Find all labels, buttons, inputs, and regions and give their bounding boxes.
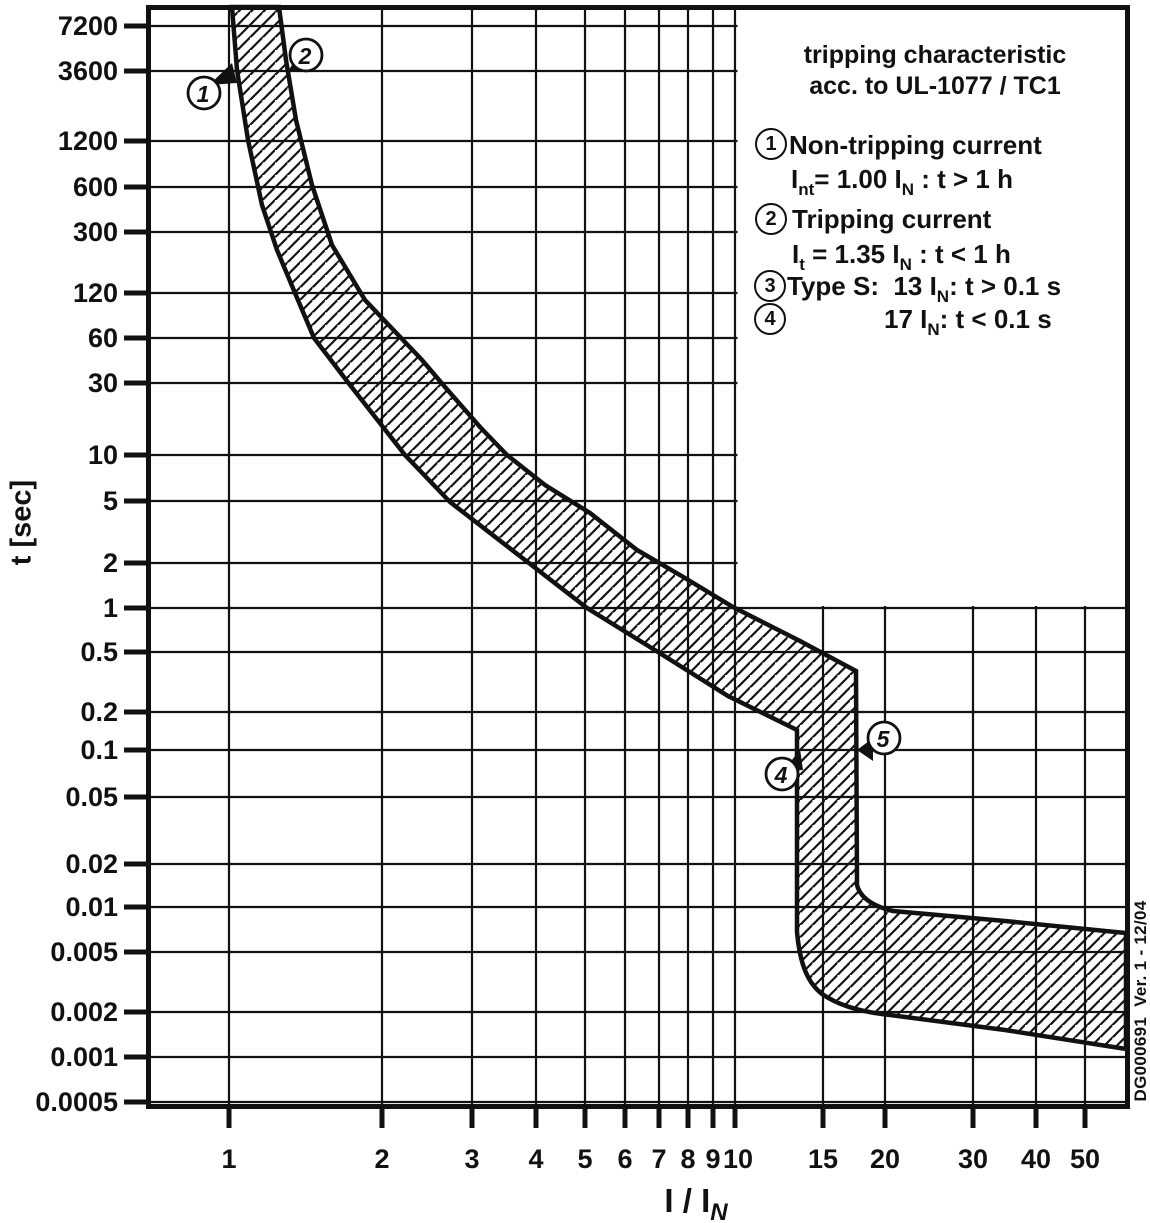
x-axis-tick-labels xyxy=(221,1144,1100,1174)
x-tick-label: 4 xyxy=(528,1144,544,1174)
x-axis-tick-marks xyxy=(229,1108,1085,1128)
y-tick-label: 30 xyxy=(87,368,118,398)
legend-item-2-number xyxy=(755,203,787,235)
formula-base: 17 I xyxy=(884,304,928,334)
x-tick-label: 6 xyxy=(617,1144,633,1174)
legend-item-4-digit: 4 xyxy=(764,307,776,330)
x-tick-label: 9 xyxy=(705,1144,721,1174)
y-tick-label: 0.0005 xyxy=(35,1087,118,1117)
legend-item-3-number xyxy=(754,270,786,302)
y-tick-label: 3600 xyxy=(57,56,118,86)
y-tick-label: 1 xyxy=(102,593,118,623)
formula-mid: = 1.00 I xyxy=(814,164,902,194)
x-axis-title-subscript: N xyxy=(710,1199,728,1223)
legend-item-2-digit: 2 xyxy=(765,207,777,230)
y-tick-label: 0.02 xyxy=(65,849,118,879)
formula-base: Type S: 13 I xyxy=(787,271,937,301)
y-tick-label: 600 xyxy=(72,172,118,202)
formula-subscript: N xyxy=(901,180,915,199)
y-tick-label: 0.002 xyxy=(50,997,118,1027)
marker-4-digit: 4 xyxy=(774,762,788,788)
x-tick-label: 10 xyxy=(722,1144,754,1174)
chart-note-title xyxy=(752,40,1118,102)
x-axis-title-base: I / I xyxy=(664,1182,711,1219)
legend-item-3-text xyxy=(787,271,1061,307)
y-tick-label: 5 xyxy=(102,486,118,516)
legend-item-1-number xyxy=(755,128,787,160)
y-tick-label: 1200 xyxy=(57,126,118,156)
formula-end: : t > 0.1 s xyxy=(949,271,1062,301)
formula-base: I xyxy=(792,239,800,269)
x-tick-label: 40 xyxy=(1020,1144,1052,1174)
y-axis-tick-marks xyxy=(124,26,146,1102)
formula-subscript: N xyxy=(936,287,950,306)
chart-note-title-line2: acc. to UL-1077 / TC1 xyxy=(809,72,1061,100)
legend-item-4-text xyxy=(884,304,1052,340)
x-tick-label: 8 xyxy=(680,1144,696,1174)
formula-mid: = 1.35 I xyxy=(804,239,900,269)
legend-item-4-number xyxy=(754,303,786,335)
legend-item-1-formula xyxy=(791,164,1013,200)
formula-end: : t < 0.1 s xyxy=(939,304,1052,334)
x-tick-label: 7 xyxy=(651,1144,667,1174)
y-tick-label: 10 xyxy=(87,440,118,470)
y-tick-label: 0.005 xyxy=(50,937,118,967)
y-tick-label: 120 xyxy=(72,278,118,308)
legend-item-1-digit: 1 xyxy=(765,132,777,155)
legend-item-3-digit: 3 xyxy=(764,274,776,297)
marker-5-digit: 5 xyxy=(876,726,890,752)
document-number-note: DG000691 Ver. 1 - 12/04 xyxy=(1131,900,1150,1102)
y-tick-label: 7200 xyxy=(57,11,118,41)
legend-item-2-formula xyxy=(792,239,1011,275)
x-tick-label: 1 xyxy=(221,1144,237,1174)
y-tick-label: 0.1 xyxy=(80,735,118,765)
formula-subscript: t xyxy=(799,255,805,274)
formula-end: : t > 1 h xyxy=(914,164,1013,194)
x-tick-label: 2 xyxy=(374,1144,390,1174)
x-tick-label: 30 xyxy=(957,1144,989,1174)
y-axis-title: t [sec] xyxy=(5,479,38,566)
x-tick-label: 15 xyxy=(807,1144,839,1174)
formula-end: : t < 1 h xyxy=(911,239,1011,269)
y-tick-label: 0.2 xyxy=(80,697,118,727)
formula-base: I xyxy=(791,164,799,194)
x-axis-title xyxy=(626,1182,766,1223)
y-tick-label: 300 xyxy=(72,217,118,247)
x-tick-label: 5 xyxy=(577,1144,593,1174)
formula-subscript: N xyxy=(927,320,940,339)
marker-2-digit: 2 xyxy=(298,43,312,69)
y-tick-label: 2 xyxy=(102,548,118,578)
legend-item-2-title: Tripping current xyxy=(792,204,992,234)
y-tick-label: 0.05 xyxy=(65,782,118,812)
y-tick-label: 0.001 xyxy=(50,1042,118,1072)
x-tick-label: 3 xyxy=(464,1144,480,1174)
chart-note-title-line1: tripping characteristic xyxy=(803,41,1067,69)
formula-subscript: N xyxy=(899,255,912,274)
formula-subscript: nt xyxy=(798,180,815,199)
x-tick-label: 20 xyxy=(869,1144,901,1174)
x-tick-label: 50 xyxy=(1069,1144,1101,1174)
y-tick-label: 0.5 xyxy=(80,637,118,667)
y-tick-label: 60 xyxy=(87,323,118,353)
y-axis-tick-labels xyxy=(35,11,118,1117)
y-tick-label: 0.01 xyxy=(65,892,118,922)
legend-item-1-title: Non-tripping current xyxy=(789,130,1042,160)
marker-1-digit: 1 xyxy=(196,81,210,107)
